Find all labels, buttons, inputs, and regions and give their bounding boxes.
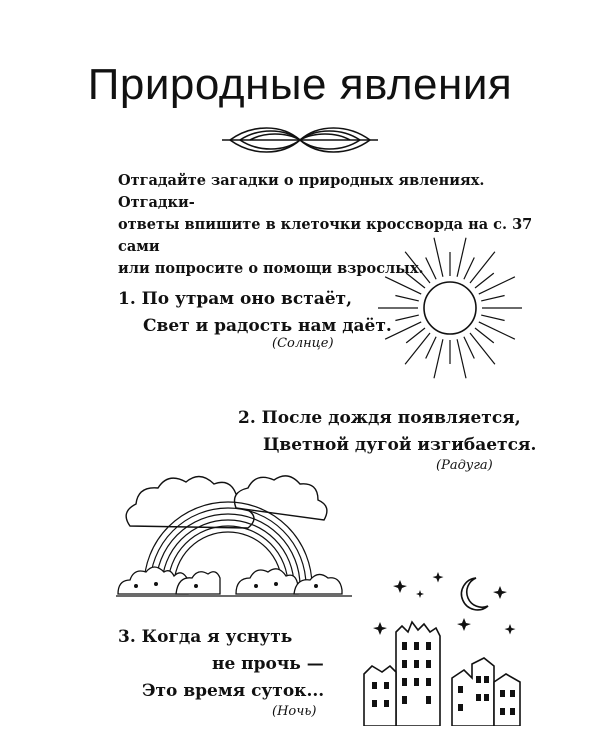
riddle-2 bbox=[238, 405, 536, 459]
riddle-text: После дождя появляется, bbox=[261, 408, 521, 428]
sun-ray bbox=[406, 328, 425, 343]
riddle-line: Цветной дугой изгибается. bbox=[263, 435, 537, 455]
sun-ray bbox=[405, 333, 430, 364]
sun-ray bbox=[406, 273, 425, 288]
riddle-text: По утрам оно встаёт, bbox=[141, 289, 353, 309]
riddle-2-answer: (Радуга) bbox=[436, 458, 493, 473]
sun-ray bbox=[395, 296, 418, 301]
sun-ray bbox=[405, 252, 430, 283]
stars-icon bbox=[373, 572, 516, 635]
riddle-1-answer: (Солнце) bbox=[272, 336, 334, 351]
sun-ray bbox=[475, 328, 494, 343]
riddle-line bbox=[238, 405, 536, 432]
sun-ray bbox=[434, 238, 443, 277]
intro-line: Отгадайте загадки о природных явлениях. Отгадки- bbox=[118, 172, 485, 211]
riddle-line: не прочь — bbox=[212, 654, 324, 674]
sun-ray bbox=[470, 333, 495, 364]
sun-ray bbox=[395, 315, 418, 320]
sun-ray bbox=[457, 339, 466, 378]
ornament-divider-icon bbox=[222, 118, 378, 158]
sun-ray bbox=[464, 258, 474, 280]
sun-ray bbox=[426, 258, 436, 280]
sun-ray bbox=[481, 296, 504, 301]
night-city-icon bbox=[360, 566, 530, 726]
sun-ray bbox=[457, 238, 466, 277]
riddle-3 bbox=[118, 624, 324, 705]
sun-ray bbox=[475, 273, 494, 288]
sun-ray bbox=[464, 337, 474, 359]
sun-ray bbox=[479, 322, 515, 339]
riddle-1 bbox=[118, 286, 392, 340]
intro-line: или попросите о помощи взрослых. bbox=[118, 260, 424, 277]
riddle-line bbox=[118, 624, 324, 651]
sun-ray bbox=[481, 315, 504, 320]
sun-ray bbox=[434, 339, 443, 378]
intro-line: ответы впишите в клеточки кроссворда на с. 37 сами bbox=[118, 216, 533, 255]
sun-ray bbox=[470, 252, 495, 283]
moon-icon bbox=[461, 578, 488, 610]
riddle-number: 2. bbox=[238, 408, 256, 428]
riddle-text: Когда я уснуть bbox=[141, 627, 293, 647]
riddle-number: 3. bbox=[118, 627, 136, 647]
riddle-3-answer: (Ночь) bbox=[272, 704, 317, 719]
page-title: Природные явления bbox=[87, 60, 513, 109]
riddle-line: Свет и радость нам даёт. bbox=[143, 316, 392, 336]
riddle-number: 1. bbox=[118, 289, 136, 309]
sun-ray bbox=[385, 277, 421, 294]
riddle-line: Это время суток... bbox=[142, 681, 325, 701]
riddle-line bbox=[118, 286, 392, 313]
sun-icon bbox=[370, 236, 530, 396]
sun-ray bbox=[385, 322, 421, 339]
sun-ray bbox=[426, 337, 436, 359]
rainbow-icon bbox=[116, 456, 352, 602]
sun-ray bbox=[479, 277, 515, 294]
